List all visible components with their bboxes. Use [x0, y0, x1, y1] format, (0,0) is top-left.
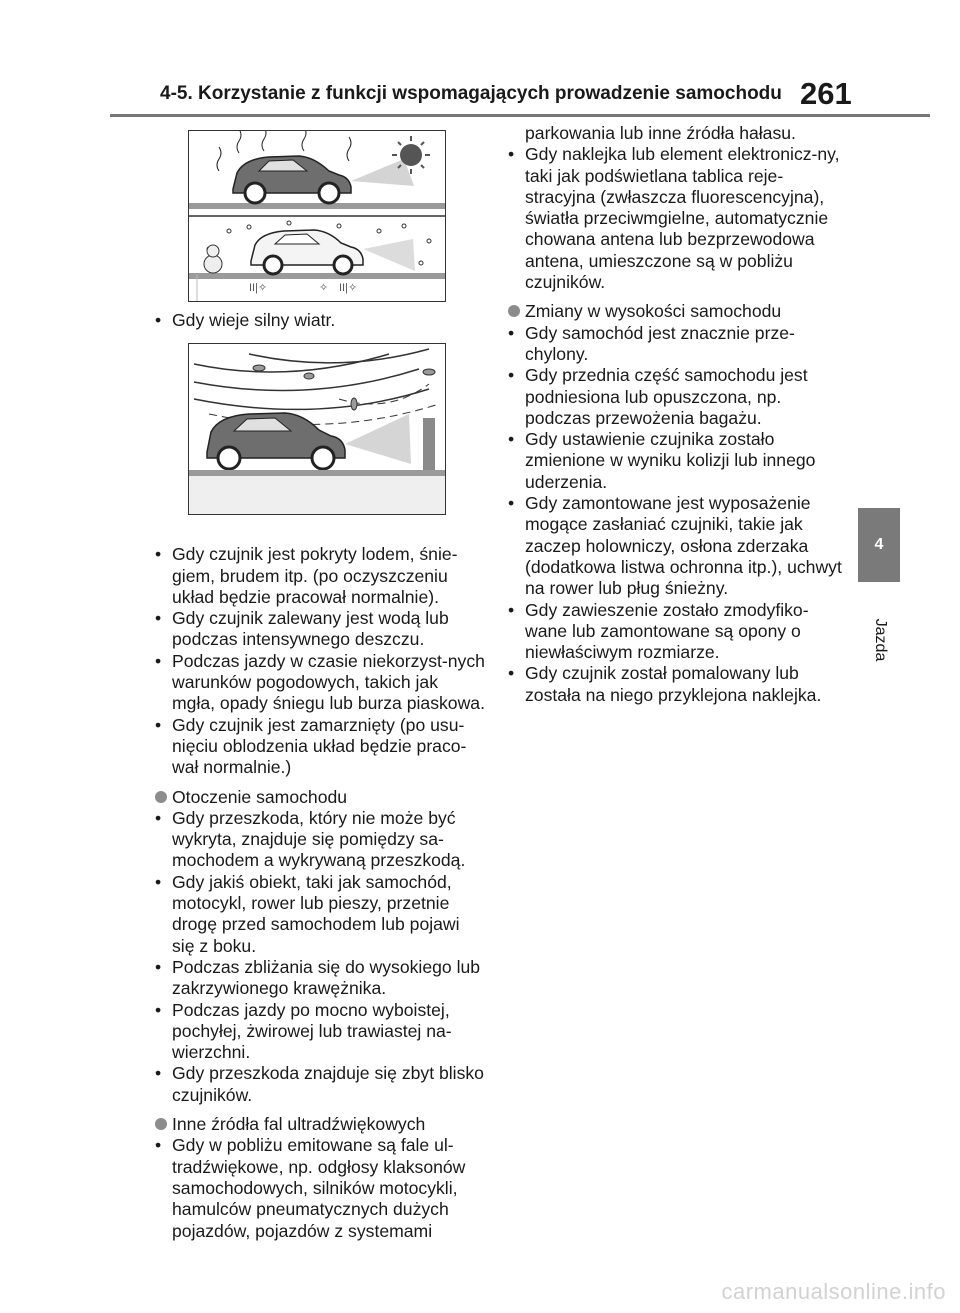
list-item: • Gdy czujnik jest zamarznięty (po usu-nięciu oblodzenia układ będzie praco-wał normalnie.) — [155, 715, 485, 779]
bullet-dot-icon — [155, 1118, 167, 1130]
left-column — [155, 310, 485, 1242]
list-item: • Gdy przeszkoda znajduje się zbyt blisko czujników. — [155, 1063, 485, 1106]
svg-text:II|✧: II|✧ — [249, 282, 268, 294]
chapter-label: Jazda — [872, 618, 889, 662]
list-item: • Gdy zawieszenie zostało zmodyfiko-wane lub zamontowane są opony o niewłaściwym rozmiarze. — [508, 600, 848, 664]
list-item: • Gdy ustawienie czujnika zostało zmienione w wyniku kolizji lub innego uderzenia. — [508, 429, 848, 493]
list-item: • Gdy jakiś obiekt, taki jak samochód, motocykl, rower lub pieszy, przetnie drogę przed samochodem lub pojawi się z boku. — [155, 872, 485, 957]
bullet-dot-icon — [155, 791, 167, 803]
header-title: 4-5. Korzystanie z funkcji wspomagających prowadzenie samochodu — [160, 83, 782, 104]
section-heading: Otoczenie samochodu — [155, 787, 485, 808]
list-item: • Podczas zbliżania się do wysokiego lub zakrzywionego krawężnika. — [155, 957, 485, 1000]
chapter-tab: 4 — [858, 508, 900, 582]
list-item: • Gdy naklejka lub element elektronicz-ny, taki jak podświetlana tablica reje-stracyjna (zwłaszcza fluorescencyjna), światła przeciwmgielne, automatycznie chowana antena lub bezprzewodowa antena, umieszczone są w pobliżu czujników. — [508, 144, 848, 293]
list-item: • Gdy czujnik zalewany jest wodą lub podczas intensywnego deszczu. — [155, 608, 485, 651]
list-item: • Podczas jazdy po mocno wyboistej, pochyłej, żwirowej lub trawiastej na-wierzchni. — [155, 1000, 485, 1064]
list-item: • Gdy zamontowane jest wyposażenie mogące zasłaniać czujniki, takie jak zaczep holowniczy, osłona zderzaka (dodatkowa listwa ochronna itp.), uchwyt na rower lub pług śnieżny. — [508, 493, 848, 599]
right-column — [508, 123, 848, 706]
list-item: • Gdy czujnik został pomalowany lub została na niego przyklejona naklejka. — [508, 663, 848, 706]
list-item: • Gdy przeszkoda, który nie może być wykryta, znajduje się pomiędzy sa-mochodem a wykrywaną przeszkodą. — [155, 808, 485, 872]
figure-heat-snow — [188, 130, 446, 302]
section-heading: Inne źródła fal ultradźwiękowych — [155, 1114, 485, 1135]
list-item: • Gdy samochód jest znacznie prze-chylony. — [508, 323, 848, 366]
watermark: carmanualsonline.info — [721, 1279, 946, 1304]
list-item: • Gdy przednia część samochodu jest podniesiona lub opuszczona, np. podczas przewożenia bagażu. — [508, 365, 848, 429]
section-heading: Zmiany w wysokości samochodu — [508, 301, 848, 322]
header-rule — [110, 114, 930, 117]
list-item: • Gdy czujnik jest pokryty lodem, śnie-giem, brudem itp. (po oczyszczeniu układ będzie pracował normalnie). — [155, 544, 485, 608]
list-item: • Podczas jazdy w czasie niekorzyst-nych warunków pogodowych, takich jak mgła, opady śniegu lub burza piaskowa. — [155, 651, 485, 715]
list-item-continuation: parkowania lub inne źródła hałasu. — [525, 123, 796, 143]
svg-text:✧: ✧ — [319, 282, 329, 294]
svg-text:II|✧: II|✧ — [339, 282, 358, 294]
list-item: • Gdy wieje silny wiatr. — [155, 310, 485, 331]
bullet-dot-icon — [508, 305, 520, 317]
page-number: 261 — [800, 76, 852, 111]
list-item: • Gdy w pobliżu emitowane są fale ul-tradźwiękowe, np. odgłosy klaksonów samochodowych, silników motocykli, hamulców pneumatycznych dużych pojazdów, pojazdów z systemami — [155, 1135, 485, 1241]
